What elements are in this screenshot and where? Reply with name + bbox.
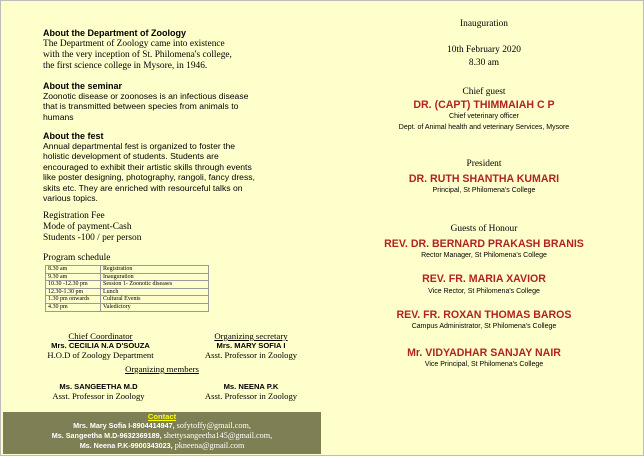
organizing-members-title: Organizing members: [125, 364, 199, 374]
about-fest-section: [43, 131, 318, 203]
chief-guest-name: DR. (CAPT) THIMMAIAH C P: [413, 99, 555, 111]
contact-line: [3, 431, 321, 441]
member-1-block: [31, 382, 166, 401]
organizing-secretary-block: [191, 331, 311, 360]
chief-coordinator-role: Chief Coordinator: [68, 331, 133, 341]
contact-line: [3, 441, 321, 451]
chief-guest-title: Chief veterinary officer: [449, 113, 519, 120]
schedule-time: 10.30 -12.30 pm: [46, 281, 101, 289]
contact-email: pkneena@gmail.com: [172, 441, 245, 451]
president-title: Principal, St Philomena's College: [432, 187, 536, 194]
contact-name: Ms. Neena P.K-9900343023,: [79, 441, 173, 451]
about-fest-line: various topics.: [43, 193, 98, 204]
guests-of-honour-label: Guests of Honour: [450, 224, 518, 234]
member-1-designation: Asst. Professor in Zoology: [52, 391, 145, 401]
registration-line: Students -100 / per person: [43, 233, 142, 243]
guest-role: Rector Manager, St Philomena's College: [421, 252, 547, 259]
schedule-time: 8.30 am: [46, 266, 101, 274]
about-department-line: with the very inception of St. Philomena's college,: [43, 50, 232, 60]
table-row: [46, 281, 209, 289]
guest-role: Vice Rector, St Philomena's College: [428, 288, 540, 295]
contact-box: [3, 412, 321, 454]
contact-title: Contact: [147, 412, 177, 421]
registration-section: [43, 211, 141, 244]
schedule-event: Lunch: [101, 288, 209, 296]
about-fest-line: encouraged to exhibit their artistic skills through events: [43, 161, 252, 172]
inauguration-time: 8.30 am: [468, 58, 500, 68]
chief-coordinator-block: [33, 331, 168, 360]
member-2-designation: Asst. Professor in Zoology: [204, 391, 298, 401]
chief-guest-label: Chief guest: [462, 87, 506, 97]
table-row: [46, 296, 209, 304]
member-1-name: Ms. SANGEETHA M.D: [59, 382, 138, 391]
about-department-line: The Department of Zoology came into existence: [43, 39, 225, 49]
schedule-time: 12.30-1.30 pm: [46, 288, 101, 296]
table-row: [46, 266, 209, 274]
schedule-event: Session 1- Zoonotic diseases: [101, 281, 209, 289]
table-row: [46, 288, 209, 296]
guest-name: REV. FR. MARIA XAVIOR: [422, 273, 546, 285]
schedule-event: Cultural Events: [101, 296, 209, 304]
member-2-name: Ms. NEENA P.K: [223, 382, 279, 391]
organizing-secretary-name: Mrs. MARY SOFIA I: [216, 341, 286, 350]
guest-role: Vice Principal, St Philomena's College: [424, 361, 544, 368]
contact-email: shettysangeetha145@gmail.com,: [161, 431, 273, 441]
program-schedule-table: [45, 265, 209, 312]
inauguration-date: 10th February 2020: [447, 45, 521, 55]
table-row: [46, 303, 209, 311]
program-schedule-title: Program schedule: [43, 253, 111, 263]
registration-line: Registration Fee: [43, 211, 105, 221]
guest-name: REV. DR. BERNARD PRAKASH BRANIS: [384, 238, 584, 250]
chief-guest-department: Dept. of Animal health and veterinary Services, Mysore: [398, 124, 570, 131]
schedule-time: 1.30 pm onwards: [46, 296, 101, 304]
table-row: [46, 273, 209, 281]
right-panel: [323, 1, 644, 456]
about-department-line: the first science college in Mysore, in 1946.: [43, 61, 208, 71]
inauguration-title: Inauguration: [460, 19, 508, 29]
organizing-secretary-role: Organizing secretary: [214, 331, 288, 341]
about-department-section: [43, 28, 313, 72]
schedule-event: Registration: [101, 266, 209, 274]
contact-email: sofytoffy@gmail.com,: [174, 421, 251, 430]
schedule-time: 9.30 am: [46, 273, 101, 281]
about-fest-line: skits etc. They are enriched with resourceful talks on: [43, 182, 243, 193]
about-fest-heading: About the fest: [43, 131, 104, 141]
contact-line: [3, 421, 321, 431]
about-fest-line: holistic development of students. Students are: [43, 151, 219, 162]
schedule-time: 4.30 pm: [46, 303, 101, 311]
guest-role: Campus Administrator, St Philomena's College: [411, 323, 557, 330]
about-seminar-line: Zoonotic disease or zoonoses is an infectious disease: [43, 91, 249, 101]
about-seminar-line: humans: [43, 111, 74, 122]
president-label: President: [466, 159, 502, 169]
about-fest-line: Annual departmental fest is organized to foster the: [43, 141, 236, 151]
contact-name: Mrs. Mary Sofia I-8904414947,: [73, 421, 175, 430]
president-name: DR. RUTH SHANTHA KUMARI: [408, 173, 560, 185]
guest-name: REV. FR. ROXAN THOMAS BAROS: [396, 309, 572, 321]
chief-coordinator-designation: H.O.D of Zoology Department: [47, 350, 154, 360]
chief-coordinator-name: Mrs. CECILIA N.A D'SOUZA: [51, 341, 150, 350]
guest-name: Mr. VIDYADHAR SANJAY NAIR: [407, 347, 561, 359]
about-seminar-heading: About the seminar: [43, 81, 123, 91]
left-panel: [1, 1, 323, 456]
about-seminar-line: that is transmitted between species from animals to: [43, 101, 239, 112]
contact-name: Ms. Sangeetha M.D-9632369189,: [51, 431, 162, 441]
registration-line: Mode of payment-Cash: [43, 222, 132, 232]
schedule-event: Valedictory: [101, 303, 209, 311]
about-fest-line: like poster designing, photography, rangoli, fancy dress,: [43, 172, 255, 183]
about-department-heading: About the Department of Zoology: [43, 28, 186, 38]
schedule-event: Inauguration: [101, 273, 209, 281]
about-seminar-section: [43, 81, 313, 122]
member-2-block: [191, 382, 311, 401]
organizing-secretary-designation: Asst. Professor in Zoology: [204, 350, 298, 360]
